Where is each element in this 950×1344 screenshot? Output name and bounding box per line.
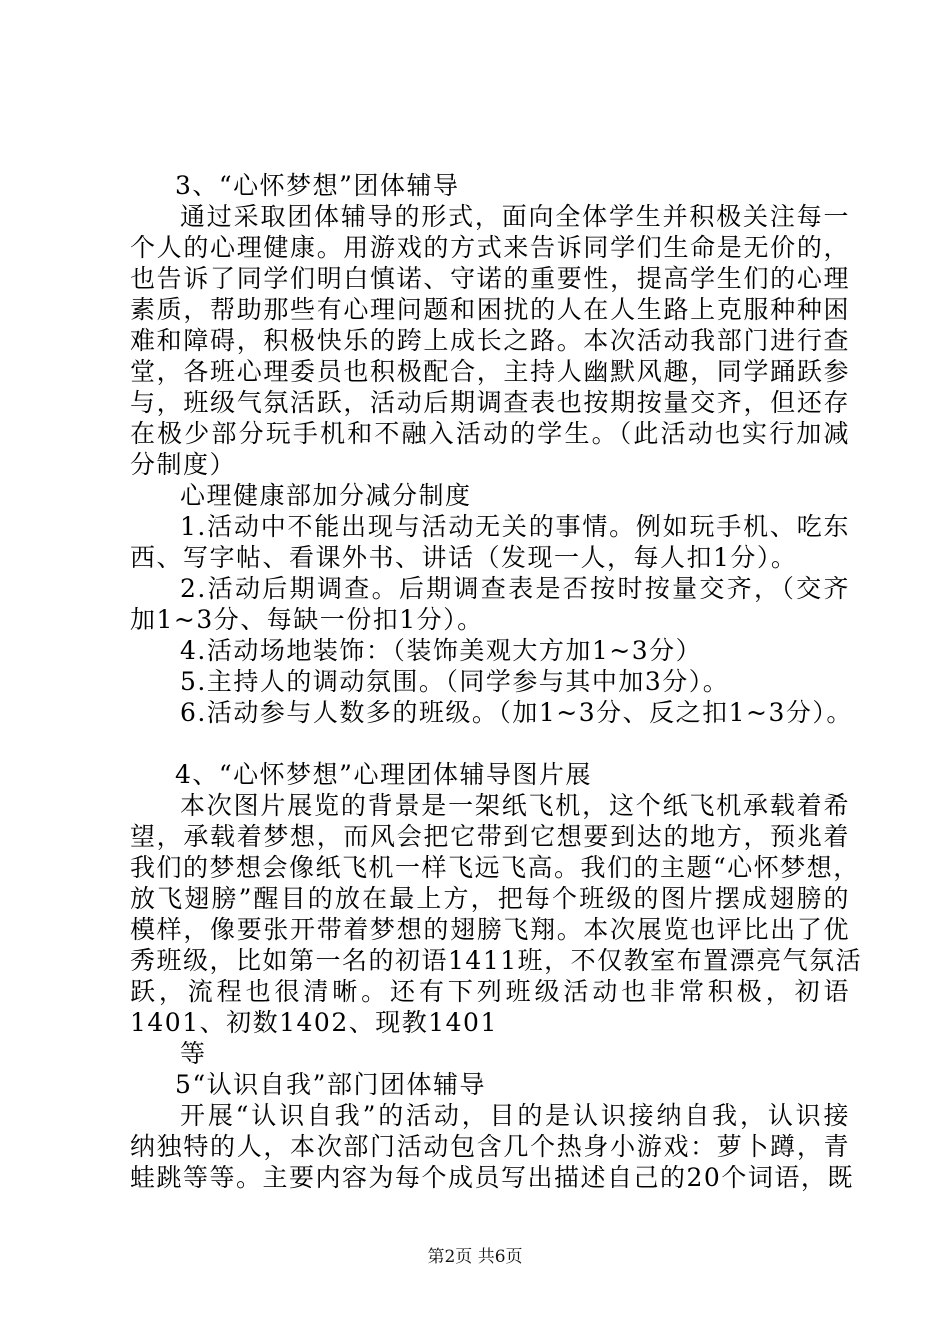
section-4-line-3: 我们的梦想会像纸飞机一样飞远飞高。我们的主题“心怀梦想， bbox=[130, 853, 860, 882]
document-body bbox=[130, 170, 863, 1193]
scoring-title: 心理健康部加分减分制度 bbox=[180, 481, 472, 510]
section-4-trailing: 等 bbox=[180, 1039, 207, 1068]
section-3-line-5: 难和障碍，积极快乐的跨上成长之路。本次活动我部门进行查 bbox=[130, 326, 850, 355]
section-5-line-2: 纳独特的人，本次部门活动包含几个热身小游戏：萝卜蹲，青 bbox=[130, 1132, 850, 1161]
scoring-rule-4: 4.活动场地装饰：（装饰美观大方加1~3分） bbox=[180, 636, 703, 665]
section-3-line-9: 分制度） bbox=[130, 450, 237, 479]
section-3-line-3: 也告诉了同学们明白慎诺、守诺的重要性，提高学生们的心理 bbox=[130, 264, 850, 293]
section-4-line-4: 放飞翅膀”醒目的放在最上方，把每个班级的图片摆成翅膀的 bbox=[130, 884, 850, 913]
section-4-line-7: 跃，流程也很清晰。还有下列班级活动也非常积极，初语 bbox=[130, 977, 850, 1006]
page-footer: 第2页 共6页 bbox=[427, 1247, 523, 1267]
section-3-line-7: 与，班级气氛活跃，活动后期调查表也按期按量交齐，但还存 bbox=[130, 388, 850, 417]
section-3-line-8: 在极少部分玩手机和不融入活动的学生。（此活动也实行加减 bbox=[130, 419, 850, 448]
section-4-line-2: 望，承载着梦想，而风会把它带到它想要到达的地方，预兆着 bbox=[130, 822, 850, 851]
section-5-heading: 5“认识自我”部门团体辅导 bbox=[175, 1070, 486, 1099]
section-5-line-3: 蛙跳等等。主要内容为每个成员写出描述自己的20个词语，既 bbox=[130, 1163, 854, 1192]
scoring-rule-2-line-1: 2.活动后期调查。后期调查表是否按时按量交齐，（交齐 bbox=[180, 574, 850, 603]
scoring-rule-5: 5.主持人的调动氛围。（同学参与其中加3分）。 bbox=[180, 667, 730, 696]
section-4-line-5: 模样，像要张开带着梦想的翅膀飞翔。本次展览也评比出了优 bbox=[130, 915, 850, 944]
section-5-line-1: 开展“认识自我”的活动，目的是认识接纳自我，认识接 bbox=[180, 1101, 850, 1130]
section-3-heading: 3、“心怀梦想”团体辅导 bbox=[175, 171, 460, 200]
section-4-line-6: 秀班级，比如第一名的初语1411班，不仅教室布置漂亮气氛活 bbox=[130, 946, 863, 975]
paragraph-gap bbox=[130, 728, 850, 759]
section-4-line-8: 1401、初数1402、现教1401 bbox=[130, 1008, 498, 1037]
scoring-rule-1-line-1: 1.活动中不能出现与活动无关的事情。例如玩手机、吃东 bbox=[180, 512, 850, 541]
section-4-heading: 4、“心怀梦想”心理团体辅导图片展 bbox=[175, 760, 592, 789]
section-3-line-4: 素质，帮助那些有心理问题和困扰的人在人生路上克服种种困 bbox=[130, 295, 850, 324]
scoring-rule-2-line-2: 加1~3分、每缺一份扣1分）。 bbox=[130, 605, 484, 634]
section-4-line-1: 本次图片展览的背景是一架纸飞机，这个纸飞机承载着希 bbox=[180, 791, 850, 820]
scoring-rule-6: 6.活动参与人数多的班级。（加1~3分、反之扣1~3分）。 bbox=[180, 698, 853, 727]
section-3-line-1: 通过采取团体辅导的形式，面向全体学生并积极关注每一 bbox=[180, 202, 850, 231]
section-3-line-2: 个人的心理健康。用游戏的方式来告诉同学们生命是无价的， bbox=[130, 233, 850, 262]
scoring-rule-1-line-2: 西、写字帖、看课外书、讲话（发现一人，每人扣1分）。 bbox=[130, 543, 798, 572]
section-3-line-6: 堂，各班心理委员也积极配合，主持人幽默风趣，同学踊跃参 bbox=[130, 357, 850, 386]
